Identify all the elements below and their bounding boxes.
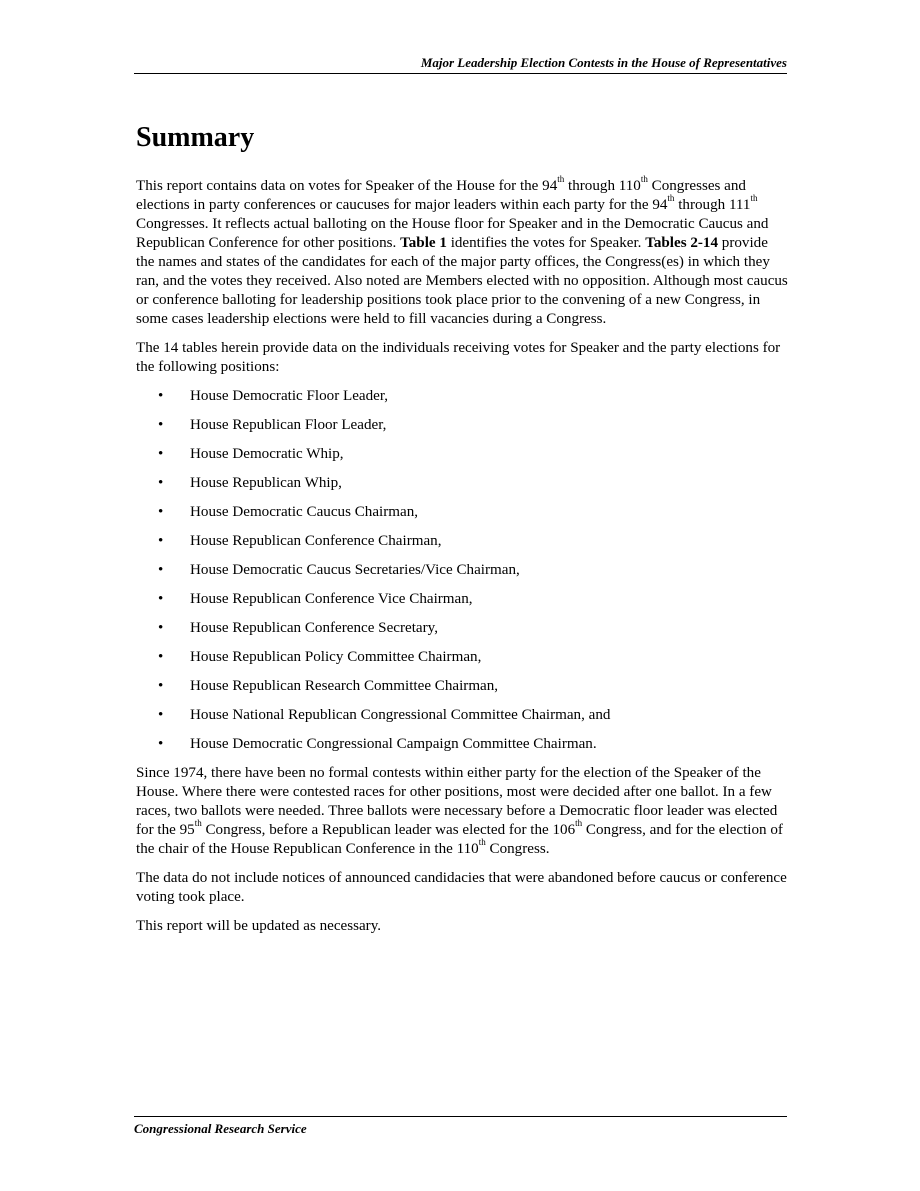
page-footer: Congressional Research Service — [134, 1116, 787, 1137]
bullet-icon: • — [158, 707, 164, 723]
bullet-icon: • — [158, 620, 164, 636]
bullet-icon: • — [158, 562, 164, 578]
list-item: • House Republican Conference Secretary, — [158, 620, 438, 636]
list-item: • House Democratic Whip, — [158, 446, 344, 462]
list-item: • House Republican Conference Chairman, — [158, 533, 442, 549]
list-item: • House Republican Research Committee Chairman, — [158, 678, 499, 694]
candidacies-note-paragraph: The data do not include notices of announced candidacies that were abandoned before caucus or conference voting took place. — [136, 870, 787, 905]
bullet-icon: • — [158, 417, 164, 433]
list-item: • House Republican Conference Vice Chairman, — [158, 591, 473, 607]
bullet-icon: • — [158, 475, 164, 491]
summary-body — [136, 174, 788, 946]
list-item: • House Democratic Congressional Campaign Committee Chairman. — [158, 736, 597, 752]
bullet-icon: • — [158, 736, 164, 752]
list-item: • House Democratic Floor Leader, — [158, 388, 389, 404]
positions-list — [136, 387, 788, 754]
list-item: • House Republican Whip, — [158, 475, 342, 491]
bullet-icon: • — [158, 446, 164, 462]
list-item: • House Democratic Caucus Secretaries/Vice Chairman, — [158, 562, 520, 578]
list-item: • House Republican Policy Committee Chairman, — [158, 649, 482, 665]
page-title: Summary — [136, 122, 255, 153]
update-note-paragraph: This report will be updated as necessary. — [136, 918, 382, 934]
positions-intro-paragraph: The 14 tables herein provide data on the individuals receiving votes for Speaker and the party elections for the following positions: — [136, 340, 781, 375]
bullet-icon: • — [158, 504, 164, 520]
intro-paragraph: This report contains data on votes for Speaker of the House for the 94th through 110th Congresses and elections in party conferences or caucuses for major leaders within each party for the 94th through 111th Congresses. It reflects actual balloting on the House floor for Speaker and in the Democratic Caucus and Republican Conference for other positions. Table 1 identifies the votes for Speaker. Tables 2-14 provide the names and states of the candidates for each of the major party offices, the Congress(es) in which they ran, and the votes they received. Also noted are Members elected with no opposition. Although most caucus or conference balloting for leadership positions took place prior to the convening of a new Congress, in some cases leadership elections were held to fill vacancies during a Congress. — [136, 174, 788, 327]
running-header: Major Leadership Election Contests in the House of Representatives — [134, 55, 787, 74]
contests-paragraph: Since 1974, there have been no formal contests within either party for the election of the Speaker of the House. Where there were contested races for other positions, most were decided after one ballot. In a few races, two ballots were needed. Three ballots were necessary before a Democratic floor leader was elected for the 95th Congress, before a Republican leader was elected for the 106th Congress, and for the election of the chair of the House Republican Conference in the 110th Congress. — [136, 765, 783, 857]
bullet-icon: • — [158, 591, 164, 607]
bullet-icon: • — [158, 678, 164, 694]
bullet-icon: • — [158, 649, 164, 665]
list-item: • House National Republican Congressional Committee Chairman, and — [158, 707, 611, 723]
bullet-icon: • — [158, 533, 164, 549]
bullet-icon: • — [158, 388, 164, 404]
list-item: • House Democratic Caucus Chairman, — [158, 504, 419, 520]
list-item: • House Republican Floor Leader, — [158, 417, 387, 433]
